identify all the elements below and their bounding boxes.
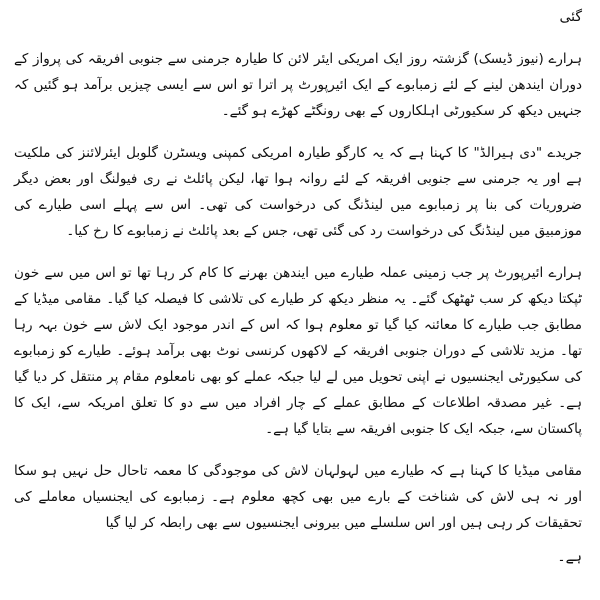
paragraph-1: ہرارے (نیوز ڈیسک) گزشتہ روز ایک امریکی ایئر لائن کا طیارہ جرمنی سے جنوبی افریقہ کی پرواز کے دوران ایندھن لینے کے لئے زمبابوے کے ایک ائیرپورٹ پر اترا تو اس سے ایسی چیزیں برآمد ہو گئیں کہ جنہیں دیکھ کر سکیورٹی اہلکاروں کے بھی رونگٹے کھڑے ہو گئے۔ (14, 51, 582, 119)
paragraph-4: مقامی میڈیا کا کہنا ہے کہ طیارے میں لہولہان لاش کی موجودگی کا معمہ تاحال حل نہیں ہو سکا اور نہ ہی لاش کی شناخت کے بارے میں بھی کچھ معلوم ہے۔ زمبابوے کی ایجنسیاں معاملے کی تحقیقات کر رہی ہیں اور اس سلسلے میں بیرونی ایجنسیوں سے بھی رابطہ کر لیا گیا (14, 463, 582, 531)
heading-fragment: گئی (559, 9, 582, 25)
trailing-fragment: ہے۔ (557, 549, 582, 565)
paragraph-2: جریدے "دی ہیرالڈ" کا کہنا ہے کہ یہ کارگو طیارہ امریکی کمپنی ویسٹرن گلوبل ایئرلائنز کی ملکیت ہے اور یہ جرمنی سے جنوبی افریقہ کے لئے روانہ ہوا تھا، لیکن پائلٹ نے ری فیولنگ اور بعض دیگر ضروریات کی بنا پر زمبابوے میں لینڈنگ کی درخواست کی تھی۔ اس سے پہلے اسی طیارے کی موزمبیق میں لینڈنگ کی درخواست رد کی گئی تھی، جس کے بعد پائلٹ نے زمبابوے کا رخ کیا۔ (14, 145, 582, 239)
paragraph-3: ہرارے ائیرپورٹ پر جب زمینی عملہ طیارے میں ایندھن بھرنے کا کام کر رہا تھا تو اس میں سے خون ٹپکتا دیکھ کر سب ٹھٹھک گئے۔ یہ منظر دیکھ کر طیارے کی تلاشی کا فیصلہ کیا گیا۔ مقامی میڈیا کے مطابق جب طیارے کا معائنہ کیا گیا تو معلوم ہوا کہ اس کے اندر موجود ایک لاش سے خون بہہ رہا تھا۔ مزید تلاشی کے دوران جنوبی افریقہ کے لاکھوں کرنسی نوٹ بھی برآمد ہوئے۔ طیارے کو زمبابوے کی سکیورٹی ایجنسیوں نے اپنی تحویل میں لے لیا جبکہ عملے کو بھی نامعلوم مقام پر منتقل کر دیا گیا ہے۔ غیر مصدقہ اطلاعات کے مطابق عملے کے چار افراد میں سے دو کا تعلق امریکہ سے، ایک کا پاکستان سے، جبکہ ایک کا جنوبی افریقہ سے بتایا گیا ہے۔ (14, 265, 582, 437)
